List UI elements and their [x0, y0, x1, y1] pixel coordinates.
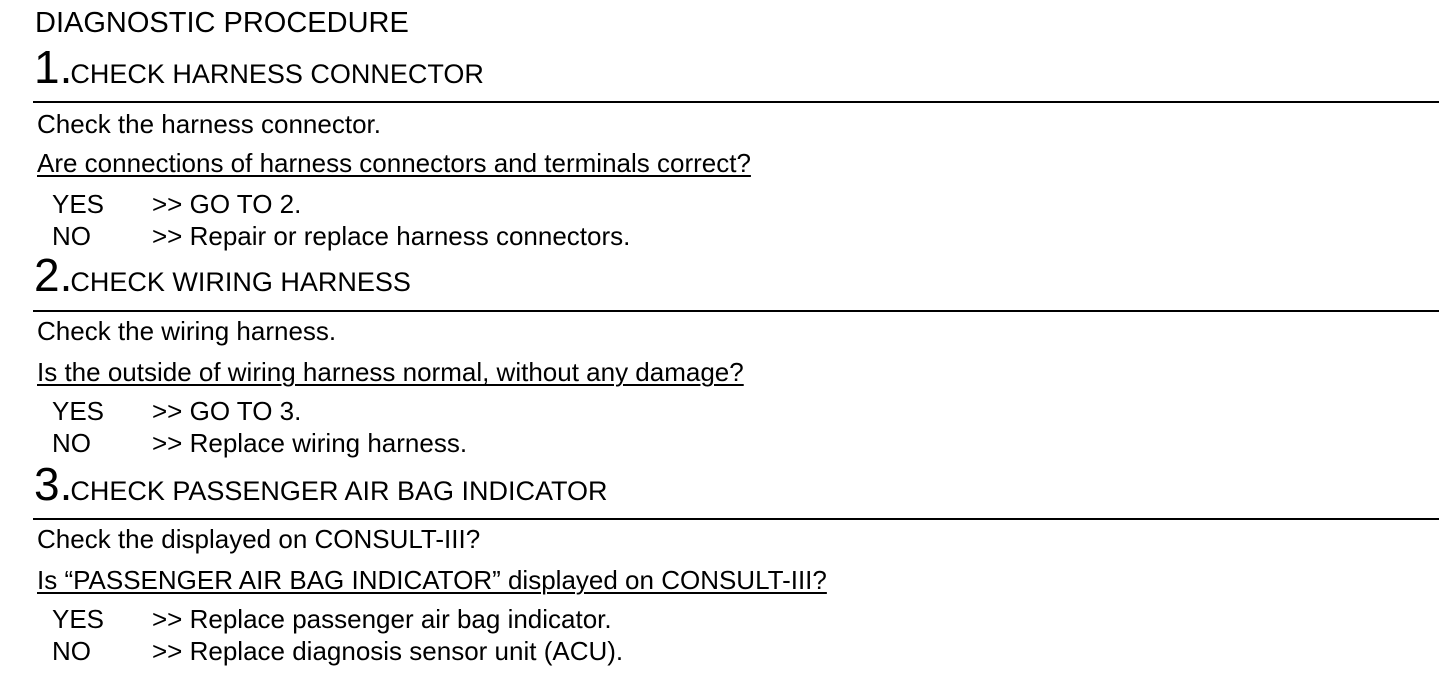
step-3-instruction: Check the displayed on CONSULT-III?: [37, 524, 481, 554]
step-2-answer-yes: [52, 395, 301, 427]
step-1-heading: [34, 41, 484, 94]
step-2-question: Is the outside of wiring harness normal, without any damage?: [37, 357, 744, 387]
step-1-title: CHECK HARNESS CONNECTOR: [70, 59, 484, 89]
step-3-divider: [33, 518, 1439, 520]
answer-action: >> Replace wiring harness.: [152, 428, 468, 458]
answer-key: NO: [52, 428, 91, 458]
step-2-answer-no: [52, 427, 467, 459]
answer-key: NO: [52, 221, 91, 251]
step-3-question: Is “PASSENGER AIR BAG INDICATOR” displayed on CONSULT-III?: [37, 565, 827, 595]
step-2-instruction: Check the wiring harness.: [37, 316, 337, 346]
answer-key: YES: [52, 396, 105, 426]
page-title: DIAGNOSTIC PROCEDURE: [35, 7, 409, 39]
step-2-divider: [33, 310, 1439, 312]
step-1-question: Are connections of harness connectors and terminals correct?: [37, 148, 751, 178]
answer-key: YES: [52, 189, 105, 219]
step-1-instruction: Check the harness connector.: [37, 109, 381, 139]
step-3-number: 3.: [34, 458, 73, 510]
answer-action: >> Repair or replace harness connectors.: [152, 221, 631, 251]
step-1-divider: [33, 101, 1439, 103]
step-1-answer-no: [52, 220, 630, 252]
step-2-number: 2.: [34, 249, 73, 301]
answer-key: NO: [52, 636, 91, 666]
answer-key: YES: [52, 604, 105, 634]
step-2-title: CHECK WIRING HARNESS: [70, 267, 411, 297]
answer-action: >> Replace diagnosis sensor unit (ACU).: [152, 636, 624, 666]
step-3-heading: [34, 458, 608, 511]
step-3-answer-yes: [52, 603, 612, 635]
step-1-answer-yes: [52, 188, 301, 220]
step-1-number: 1.: [34, 41, 73, 93]
answer-action: >> GO TO 3.: [152, 396, 302, 426]
step-3-answer-no: [52, 635, 623, 667]
step-2-heading: [34, 249, 411, 302]
answer-action: >> GO TO 2.: [152, 189, 302, 219]
step-3-title: CHECK PASSENGER AIR BAG INDICATOR: [70, 476, 608, 506]
answer-action: >> Replace passenger air bag indicator.: [152, 604, 612, 634]
